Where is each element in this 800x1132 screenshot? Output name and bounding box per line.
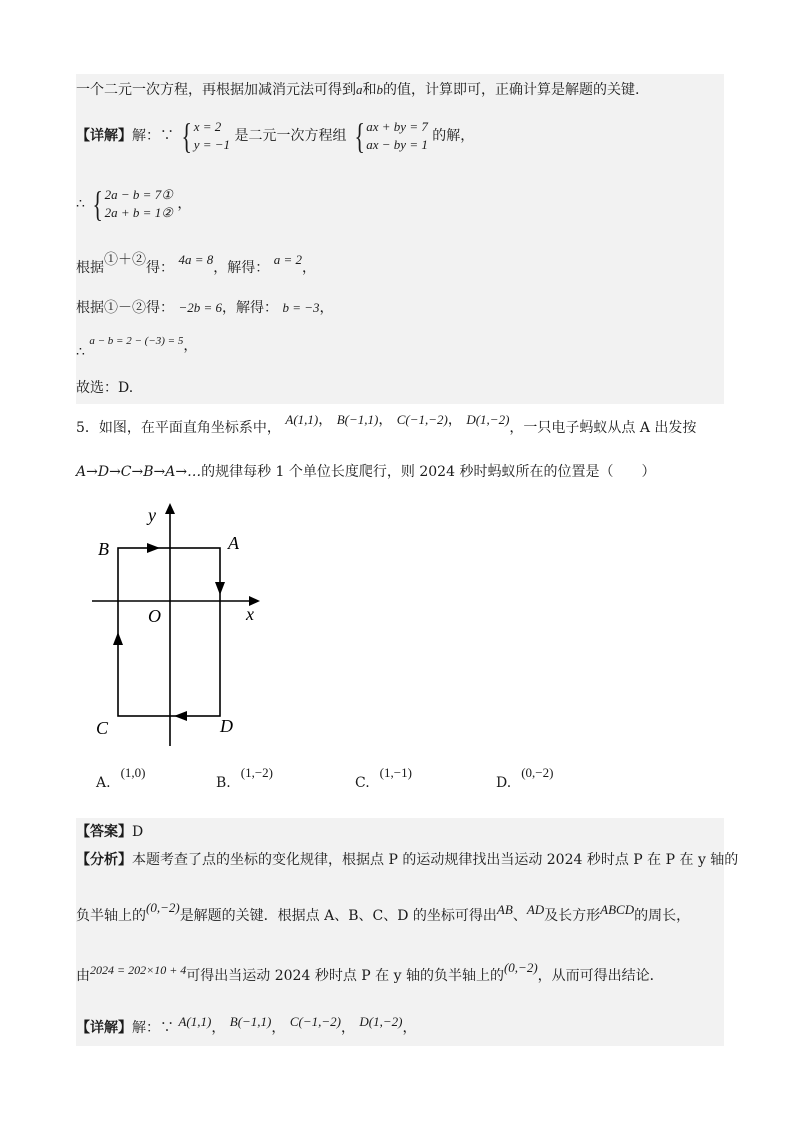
step-subtract-line: 根据①－②得： −2b = 6，解得： b = −3， (76, 300, 334, 316)
solution-intro-line: 一个二元一次方程，再根据加减消元法可得到a和b的值，计算即可，正确计算是解题的关键. (76, 82, 640, 98)
choice-line: 故选：D. (76, 380, 134, 396)
label-o: O (148, 606, 161, 626)
option-b[interactable]: B.(1,−2) (216, 765, 273, 791)
analysis-tag: 【分析】 (76, 852, 132, 868)
analysis-line-1: 【分析】本题考查了点的坐标的变化规律，根据点 P 的运动规律找出当运动 2024 秒时点 P 在 P 在 y 轴的 (76, 852, 739, 868)
solution-pair: { x = 2 y = −1 (181, 116, 231, 156)
label-a: A (228, 533, 239, 553)
label-c: C (96, 718, 109, 738)
question-line-1: 5．如图，在平面直角坐标系中， A(1,1)， B(−1,1)， C(−1,−2)， D(1,−2)，一只电子蚂蚁从点 A 出发按 (76, 412, 697, 436)
detail-line-2: 【详解】解：∵ A(1,1)， B(−1,1)， C(−1,−2)， D(1,−2)， (76, 1014, 417, 1036)
arrow-b-to-a (147, 543, 160, 553)
equation-system: { ax + by = 7 ax − by = 1 (354, 116, 428, 156)
option-d[interactable]: D.(0,−2) (496, 765, 554, 791)
label-y: y (148, 505, 156, 525)
question-line-2: A→D→C→B→A→…的规律每秒 1 个单位长度爬行，则 2024 秒时蚂蚁所在的位置是（ ） (76, 464, 656, 480)
coordinate-figure (88, 500, 288, 750)
detail-tag-2: 【详解】 (76, 1020, 132, 1036)
derived-system: { 2a − b = 7① 2a + b = 1② (92, 184, 173, 224)
answer-line: 【答案】D (76, 824, 144, 840)
step-add-line: 根据①＋②得： 4a = 8，解得： a = 2， (76, 252, 316, 276)
arrow-c-to-b (113, 632, 123, 645)
label-b: B (98, 539, 109, 559)
rectangle-abcd (118, 548, 220, 716)
option-a[interactable]: A.(1,0) (96, 765, 146, 791)
arrow-d-to-c (174, 711, 187, 721)
analysis-line-3: 由2024 = 202×10 + 4可得出当运动 2024 秒时点 P 在 y 轴的负半轴上的(0,−2)，从而可得出结论． (76, 960, 664, 984)
label-x: x (246, 604, 254, 624)
analysis-line-2: 负半轴上的(0,−2)是解题的关键．根据点 A、B、C、D 的坐标可得出AB、AD及长方形ABCD的周长， (76, 900, 691, 924)
y-axis-arrow (165, 503, 175, 514)
option-c[interactable]: C.(1,−1) (355, 765, 412, 791)
step-result-line: ∴ $^{a - b = 2 - (-3) = 5}$， (76, 335, 198, 360)
detail-tag: 【详解】 (76, 128, 132, 144)
detail-line: 【详解】解：∵ { x = 2 y = −1 是二元一次方程组 { ax + by = 7 ax − by = 1 的解， (76, 116, 475, 156)
arrow-a-to-d (215, 582, 225, 595)
answer-tag: 【答案】 (76, 824, 132, 840)
therefore-system-line: ∴ { 2a − b = 7① 2a + b = 1② ， (76, 184, 192, 224)
label-d: D (220, 716, 233, 736)
